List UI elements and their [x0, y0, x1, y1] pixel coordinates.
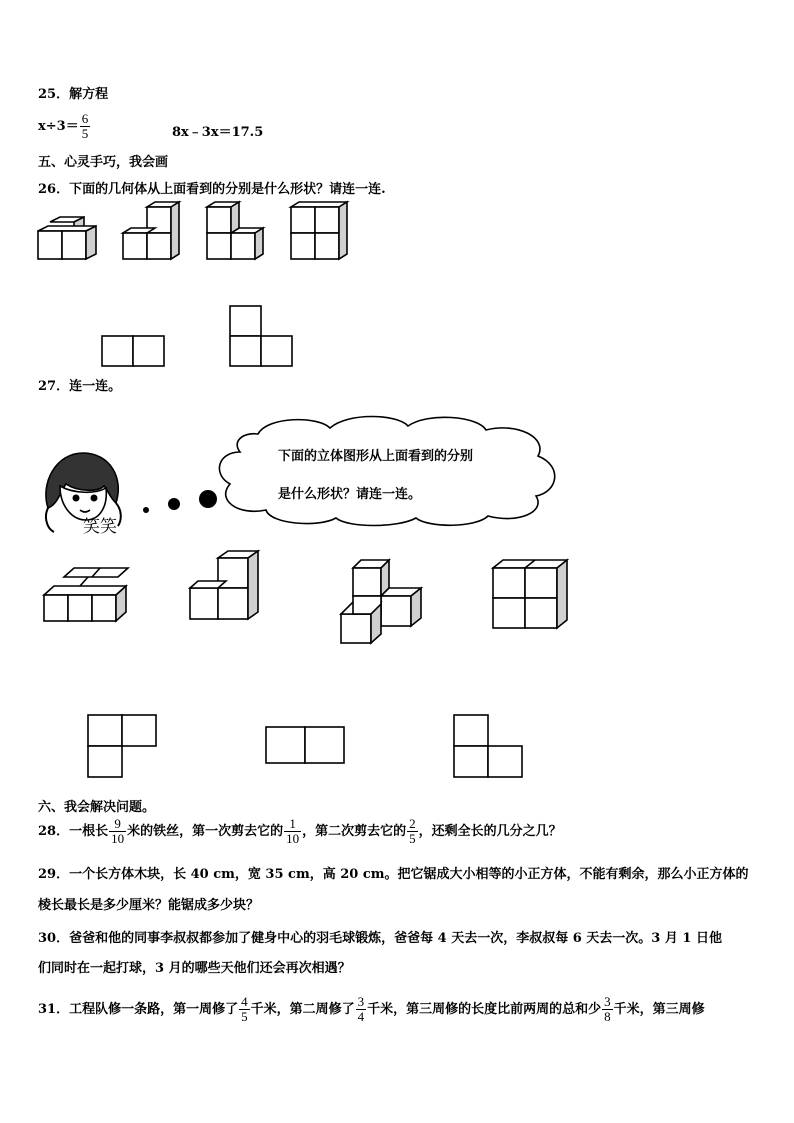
- q27-solid-3: [339, 558, 427, 646]
- q26-view-2: [229, 305, 295, 368]
- cloud-text-line-2: 是什么形状？请连一连。: [278, 487, 422, 502]
- cloud-text-line-1: 下面的立体图形从上面看到的分别: [278, 449, 474, 464]
- q28: 28．一根长 $\frac{9}{10}$ 米的铁丝，第一次剪去它的 $\frac{1}{10}$ ，第二次剪去它的 $\frac{2}{5}$ ，还剩全长的几分之几？: [38, 816, 562, 846]
- q26-solid-2: [121, 200, 183, 264]
- eq1-left: x÷3＝: [38, 119, 79, 134]
- q30-line-2: 们同时在一起打球，3 月的哪些天他们还会再次相遇？: [38, 961, 351, 976]
- girl-label: 笑笑: [83, 517, 117, 537]
- q26-solid-3: [205, 200, 269, 264]
- q29-line-2: 棱长最长是多少厘米？能锯成多少块？: [38, 898, 260, 913]
- q26-view-1: [101, 335, 167, 368]
- q27-view-1: [87, 714, 159, 780]
- q27-view-3: [453, 714, 525, 780]
- q26-title: 26．下面的几何体从上面看到的分别是什么形状？请连一连.: [38, 182, 386, 197]
- q29-line-1: 29．一个长方体木块，长 40 cm，宽 35 cm，高 20 cm。把它锯成大小相等的小正方体，不能有剩余，那么小正方体的: [38, 867, 749, 882]
- thought-bubbles: [140, 488, 220, 518]
- q27-solid-2: [188, 549, 264, 623]
- q31: 31．工程队修一条路，第一周修了 $\frac{4}{5}$ 千米，第二周修了 $\frac{3}{4}$ 千米，第三周修的长度比前两周的总和少 $\frac{3}{8}$ 千米，第三周修: [38, 994, 705, 1024]
- q27-solid-1: [42, 566, 126, 626]
- speech-cloud: [218, 412, 563, 527]
- fraction: $\frac{2}{5}$: [409, 816, 416, 846]
- fraction: $\frac{1}{10}$: [286, 816, 300, 846]
- section-6-heading: 六、我会解决问题。: [38, 800, 156, 815]
- q25-title: 25．解方程: [38, 87, 109, 102]
- q27-solid-4: [491, 558, 571, 630]
- section-5-heading: 五、心灵手巧，我会画: [38, 155, 169, 170]
- fraction: $\frac{6}{5}$: [81, 111, 89, 141]
- q25-equation-1: [38, 112, 91, 141]
- fraction: $\frac{4}{5}$: [241, 994, 248, 1024]
- fraction: $\frac{9}{10}$: [111, 816, 125, 846]
- q26-solid-4: [289, 200, 353, 264]
- q30-line-1: 30．爸爸和他的同事李叔叔都参加了健身中心的羽毛球锻炼，爸爸每 4 天去一次，李叔叔每 6 天去一次。3 月 1 日他: [38, 931, 722, 946]
- fraction: $\frac{3}{4}$: [357, 994, 365, 1024]
- q26-solid-1: [36, 215, 100, 263]
- q25-equation-2: 8x﹣3x＝17.5: [172, 125, 264, 140]
- fraction: $\frac{3}{8}$: [604, 994, 611, 1024]
- q27-view-2: [265, 726, 349, 766]
- q27-title: 27．连一连。: [38, 379, 122, 394]
